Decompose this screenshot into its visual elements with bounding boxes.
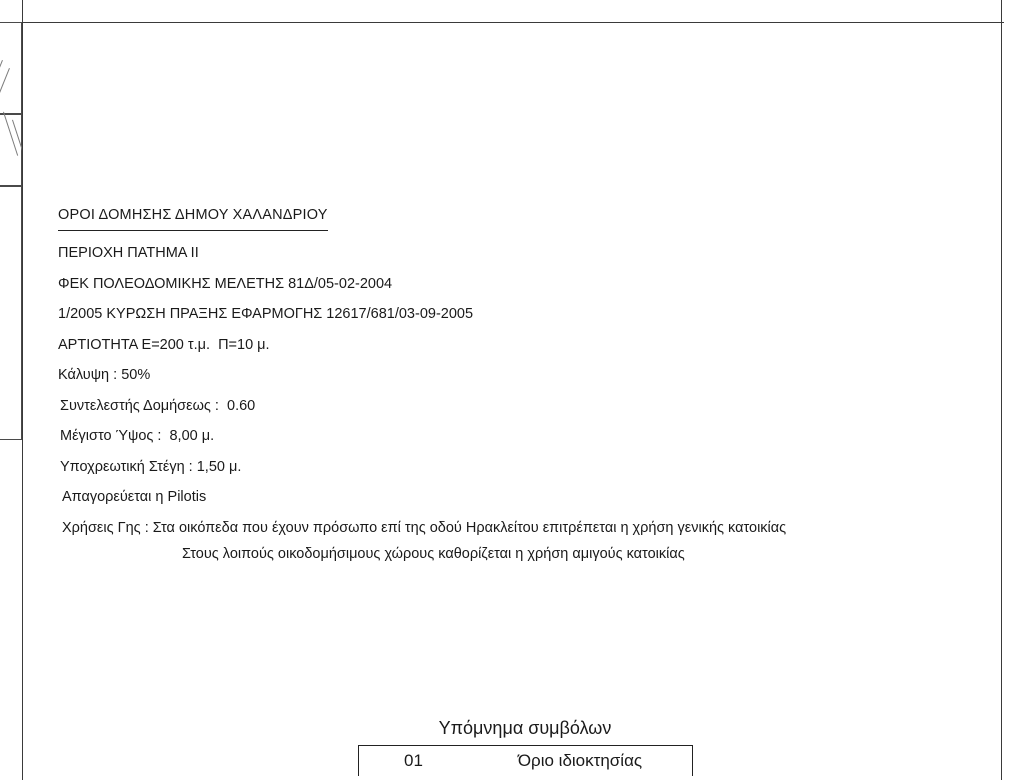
note-line-plot-size: ΑΡΤΙΟΤΗΤΑ Ε=200 τ.μ. Π=10 μ.: [58, 336, 270, 353]
note-line-land-uses: Χρήσεις Γης : Στα οικόπεδα που έχουν πρόσωπο επί της οδού Ηρακλείτου επιτρέπεται η χρήση γενικής κατοικίας: [62, 519, 787, 536]
note-line-land-uses-cont: Στους λοιπούς οικοδομήσιμους χώρους καθορίζεται η χρήση αμιγούς κατοικίας: [182, 546, 685, 562]
legend-row: [359, 746, 692, 776]
note-line-building-factor: Συντελεστής Δομήσεως : 0.60: [60, 397, 256, 414]
sheet-border-left: [22, 0, 23, 780]
note-line-ratification: 1/2005 ΚΥΡΩΣΗ ΠΡΑΞΗΣ ΕΦΑΡΜΟΓΗΣ 12617/681/03-09-2005: [58, 306, 474, 322]
drawing-fragment-3: [0, 186, 22, 440]
sheet-border-top: [0, 22, 1004, 23]
building-regulations-notes: [58, 206, 958, 572]
legend-table: [358, 745, 693, 776]
note-line-coverage: Κάλυψη : 50%: [58, 367, 151, 383]
legend-description: Όριο ιδιοκτησίας: [517, 751, 643, 770]
note-line-fek: ΦΕΚ ΠΟΛΕΟΔΟΜΙΚΗΣ ΜΕΛΕΤΗΣ 81Δ/05-02-2004: [58, 275, 393, 292]
notes-title: ΟΡΟΙ ΔΟΜΗΣΗΣ ΔΗΜΟΥ ΧΑΛΑΝΔΡΙΟΥ: [58, 207, 328, 231]
sheet-border-right: [1001, 0, 1002, 780]
legend-title: Υπόμνημα συμβόλων: [438, 718, 612, 738]
note-line-pilotis: Απαγορεύεται η Pilotis: [62, 489, 207, 505]
legend: [355, 718, 695, 776]
legend-code: 01: [404, 751, 423, 770]
note-line-roof: Υποχρεωτική Στέγη : 1,50 μ.: [60, 458, 242, 475]
note-line-max-height: Μέγιστο Ύψος : 8,00 μ.: [60, 428, 215, 444]
land-uses-block: [58, 521, 958, 562]
note-line-area: ΠΕΡΙΟΧΗ ΠΑΤΗΜΑ ΙΙ: [58, 245, 199, 261]
drawing-hatch-lines: [0, 60, 22, 180]
